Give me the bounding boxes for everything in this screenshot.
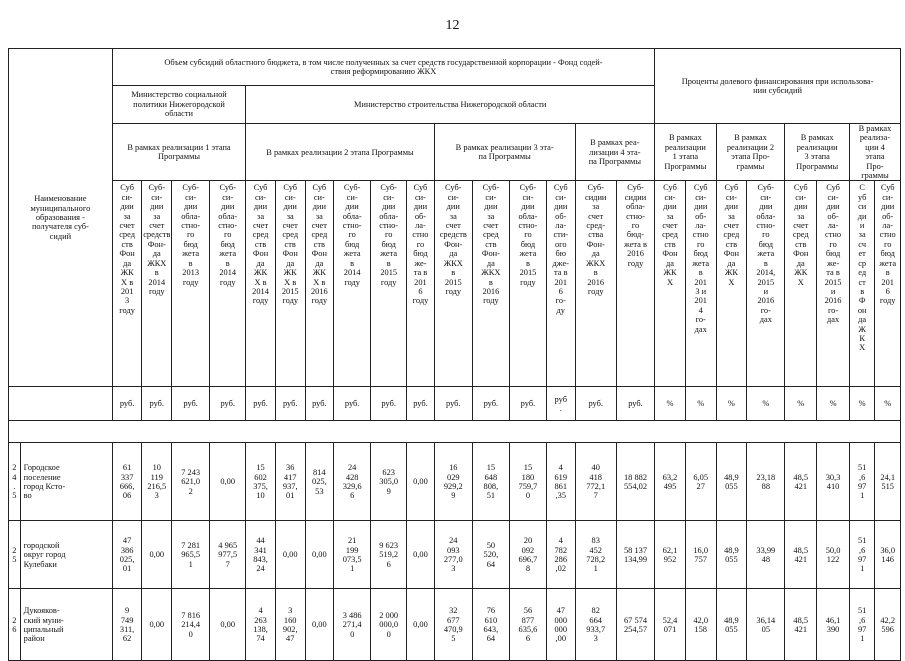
column-header: Суб си- дии за счет сред ств Фон да ЖК Х в 2014 году	[246, 181, 276, 387]
data-cell: 7 243 621,0 2	[172, 443, 210, 521]
data-cell: 0,00	[305, 589, 334, 661]
stage3-header: В рамках реализации 3 эта- па Программы	[434, 124, 575, 181]
column-header: Суб- си- дии обла- стно- го бюд жета в 2015 году	[509, 181, 546, 387]
unit-cell: %	[685, 387, 716, 421]
data-cell: 7 281 965,5 1	[172, 521, 210, 589]
data-cell: 0,00	[275, 521, 305, 589]
column-header: Суб- сидии за счет сред- ства Фон- да ЖКХ в 2016 году	[575, 181, 616, 387]
pct-stage2-header: В рамках реализации 2 этапа Про- граммы	[716, 124, 785, 181]
stage4-header: В рамках реа- лизации 4 эта- па Программы	[575, 124, 655, 181]
data-cell: 48,5 421	[785, 589, 817, 661]
unit-cell: руб.	[142, 387, 172, 421]
data-cell: 24 093 277,0 3	[434, 521, 472, 589]
data-cell: 62,1 952	[655, 521, 686, 589]
row-number: 2 4 . 5	[9, 443, 21, 521]
data-cell: 51 ,6 97 1	[849, 589, 874, 661]
table-row	[9, 521, 901, 589]
data-cell: 23,18 88	[747, 443, 785, 521]
column-header: Суб си- дии за счет сред ств Фон да ЖК Х в 2015 году	[275, 181, 305, 387]
column-header: Суб- си- дии обла- стно- го бюд жета в 2014 году	[334, 181, 371, 387]
data-cell: 16,0 757	[685, 521, 716, 589]
unit-cell: руб .	[546, 387, 575, 421]
pct-stage4-header: В рамках реализа- ции 4 этапа Про- граммы	[849, 124, 900, 181]
data-cell: 76 610 643, 64	[472, 589, 509, 661]
table-row	[9, 589, 901, 661]
unit-cell: руб.	[172, 387, 210, 421]
data-cell: 51 ,6 97 1	[849, 443, 874, 521]
unit-cell: %	[875, 387, 901, 421]
data-cell: 10 119 216,5 3	[142, 443, 172, 521]
column-header: Суб си- дии за счет сред ств Фон да ЖК Х в 2016 году	[305, 181, 334, 387]
column-header: Суб- си- дии за счет средств Фон- да ЖКХ в 2014 году	[142, 181, 172, 387]
unit-spacer	[9, 387, 113, 421]
unit-cell: %	[655, 387, 686, 421]
column-header: Суб си- дии об- ла- стно го бюд же- та в 2015 и 2016 го- дах	[817, 181, 850, 387]
unit-cell: руб.	[305, 387, 334, 421]
data-cell: 47 386 025, 01	[112, 521, 142, 589]
data-cell: 44 341 843, 24	[246, 521, 276, 589]
data-cell: 30,3 410	[817, 443, 850, 521]
data-cell: 15 180 759,7 0	[509, 443, 546, 521]
data-cell: 15 648 808, 51	[472, 443, 509, 521]
data-cell: 9 623 519,2 6	[371, 521, 407, 589]
unit-cell: %	[716, 387, 747, 421]
data-cell: 48,9 055	[716, 589, 747, 661]
data-cell: 36 417 937, 01	[275, 443, 305, 521]
column-header: Суб си- дии об- ла- стно го бюд же- та в 201 6 году	[407, 181, 435, 387]
column-header: С уб си ди и за сч ет ср ед ст в Ф он да Ж К Х	[849, 181, 874, 387]
data-cell: 42,0 158	[685, 589, 716, 661]
data-cell: 51 ,6 97 1	[849, 521, 874, 589]
data-cell: 4 263 138, 74	[246, 589, 276, 661]
unit-cell: руб.	[616, 387, 654, 421]
data-cell: 50 520, 64	[472, 521, 509, 589]
unit-cell: %	[849, 387, 874, 421]
unit-cell: %	[785, 387, 817, 421]
unit-cell: руб.	[407, 387, 435, 421]
table-row	[9, 443, 901, 521]
data-cell: 0,00	[142, 521, 172, 589]
unit-cell: руб.	[575, 387, 616, 421]
municipality-name: Дукояков- ский муни- ципальный район	[20, 589, 112, 661]
data-cell: 48,5 421	[785, 521, 817, 589]
data-cell: 21 199 073,5 1	[334, 521, 371, 589]
column-header: Суб си- дии об- ла- стно го бюд жета в 201 6 году	[875, 181, 901, 387]
data-cell: 56 877 635,6 6	[509, 589, 546, 661]
data-cell: 0,00	[305, 521, 334, 589]
data-cell: 15 602 375, 10	[246, 443, 276, 521]
column-header: Суб си- дии об- ла- стно го бюд жета в 201 3 и 201 4 го- дах	[685, 181, 716, 387]
pct-stage3-header: В рамках реализации 3 этапа Программы	[785, 124, 850, 181]
data-cell: 40 418 772,1 7	[575, 443, 616, 521]
column-header: Суб- сидии обла- стно- го бюд- жета в 2016 году	[616, 181, 654, 387]
data-cell: 0,00	[210, 443, 246, 521]
data-cell: 7 816 214,4 0	[172, 589, 210, 661]
column-header: Суб си- дии за счет сред ств Фон да ЖК Х в 201 3 году	[112, 181, 142, 387]
data-cell: 83 452 728,2 1	[575, 521, 616, 589]
data-cell: 16 029 929,2 9	[434, 443, 472, 521]
data-cell: 814 025, 53	[305, 443, 334, 521]
data-cell: 67 574 254,57	[616, 589, 654, 661]
data-cell: 36,14 05	[747, 589, 785, 661]
column-header: Суб- си- дии обла- стно- го бюд жета в 2013 году	[172, 181, 210, 387]
data-cell: 24 428 329,6 6	[334, 443, 371, 521]
column-header: Суб- си- дии за счет сред ств Фон- да ЖКХ в 2016 году	[472, 181, 509, 387]
unit-cell: %	[747, 387, 785, 421]
row-number: 2 5	[9, 521, 21, 589]
data-cell: 6,05 27	[685, 443, 716, 521]
table-spacer-row	[9, 421, 901, 443]
data-cell: 18 882 554,02	[616, 443, 654, 521]
data-cell: 58 137 134,99	[616, 521, 654, 589]
data-cell: 3 160 902, 47	[275, 589, 305, 661]
data-cell: 46,1 390	[817, 589, 850, 661]
pct-stage1-header: В рамках реализации 1 этапа Программы	[655, 124, 716, 181]
unit-cell: руб.	[434, 387, 472, 421]
municipality-name: Городское поселение город Ксто- во	[20, 443, 112, 521]
data-cell: 24,1 515	[875, 443, 901, 521]
unit-cell: руб.	[371, 387, 407, 421]
unit-cell: руб.	[246, 387, 276, 421]
subsidy-table	[8, 48, 901, 661]
unit-cell: руб.	[275, 387, 305, 421]
data-cell: 82 664 933,7 3	[575, 589, 616, 661]
data-cell: 61 337 666, 06	[112, 443, 142, 521]
data-cell: 48,5 421	[785, 443, 817, 521]
data-cell: 4 619 861 ,35	[546, 443, 575, 521]
data-cell: 33,99 48	[747, 521, 785, 589]
data-cell: 63,2 495	[655, 443, 686, 521]
stage2-header: В рамках реализации 2 этапа Программы	[246, 124, 435, 181]
municipality-name: городской округ город Кулебаки	[20, 521, 112, 589]
data-cell: 36,0 146	[875, 521, 901, 589]
data-cell: 3 486 271,4 0	[334, 589, 371, 661]
unit-cell: руб.	[210, 387, 246, 421]
data-cell: 50,0 122	[817, 521, 850, 589]
data-cell: 0,00	[142, 589, 172, 661]
data-cell: 0,00	[210, 589, 246, 661]
unit-cell: руб.	[472, 387, 509, 421]
column-header: Суб си- дии за счет сред ств Фон да ЖК Х	[785, 181, 817, 387]
column-header: Суб- си- дии за счет средств Фон- да ЖКХ в 2015 году	[434, 181, 472, 387]
data-cell: 42,2 596	[875, 589, 901, 661]
data-cell: 47 000 000 ,00	[546, 589, 575, 661]
data-cell: 0,00	[407, 521, 435, 589]
stage1-header: В рамках реализации 1 этапа Программы	[112, 124, 245, 181]
unit-cell: руб.	[112, 387, 142, 421]
data-cell: 48,9 055	[716, 521, 747, 589]
unit-cell: %	[817, 387, 850, 421]
unit-cell: руб.	[509, 387, 546, 421]
data-cell: 52,4 071	[655, 589, 686, 661]
data-cell: 20 092 696,7 8	[509, 521, 546, 589]
column-header: Суб- си- дии обла- стно- го бюд жета в 2015 году	[371, 181, 407, 387]
data-cell: 623 305,0 9	[371, 443, 407, 521]
data-cell: 9 749 311, 62	[112, 589, 142, 661]
percent-shared-header: Проценты долевого финансирования при использова- нии субсидий	[655, 49, 901, 124]
column-header: Суб си- дии за счет сред ств Фон да ЖК Х	[716, 181, 747, 387]
subsidy-volume-header: Объем субсидий областного бюджета, в том числе полученных за счет средств государственной корпорации - Фонд содей- ствия реформированию ЖКХ	[112, 49, 654, 86]
data-cell: 4 782 286 ,02	[546, 521, 575, 589]
row-number: 2 6	[9, 589, 21, 661]
column-header: Суб си- дии об- ла- сти- ого бю дже- та в 201 6 го- ду	[546, 181, 575, 387]
data-cell: 2 000 000,0 0	[371, 589, 407, 661]
column-header: Суб- си- дии обла- стно- го бюд жета в 2014, 2015 и 2016 го- дах	[747, 181, 785, 387]
unit-cell: руб.	[334, 387, 371, 421]
data-cell: 0,00	[407, 443, 435, 521]
ministry-social-header: Министерство социальной политики Нижегородской области	[112, 86, 245, 124]
page-number: 12	[445, 18, 460, 33]
data-cell: 0,00	[407, 589, 435, 661]
column-header: Суб си- дии за счет сред ств Фон да ЖК Х	[655, 181, 686, 387]
data-cell: 32 677 470,9 5	[434, 589, 472, 661]
data-cell: 48,9 055	[716, 443, 747, 521]
municipality-name-header: Наименование муниципального образования - получателя суб- сидий	[9, 49, 113, 387]
data-cell: 4 965 977,5 7	[210, 521, 246, 589]
column-header: Суб- си- дии обла- стно- го бюд жета в 2014 году	[210, 181, 246, 387]
ministry-construction-header: Министерство строительства Нижегородской области	[246, 86, 655, 124]
